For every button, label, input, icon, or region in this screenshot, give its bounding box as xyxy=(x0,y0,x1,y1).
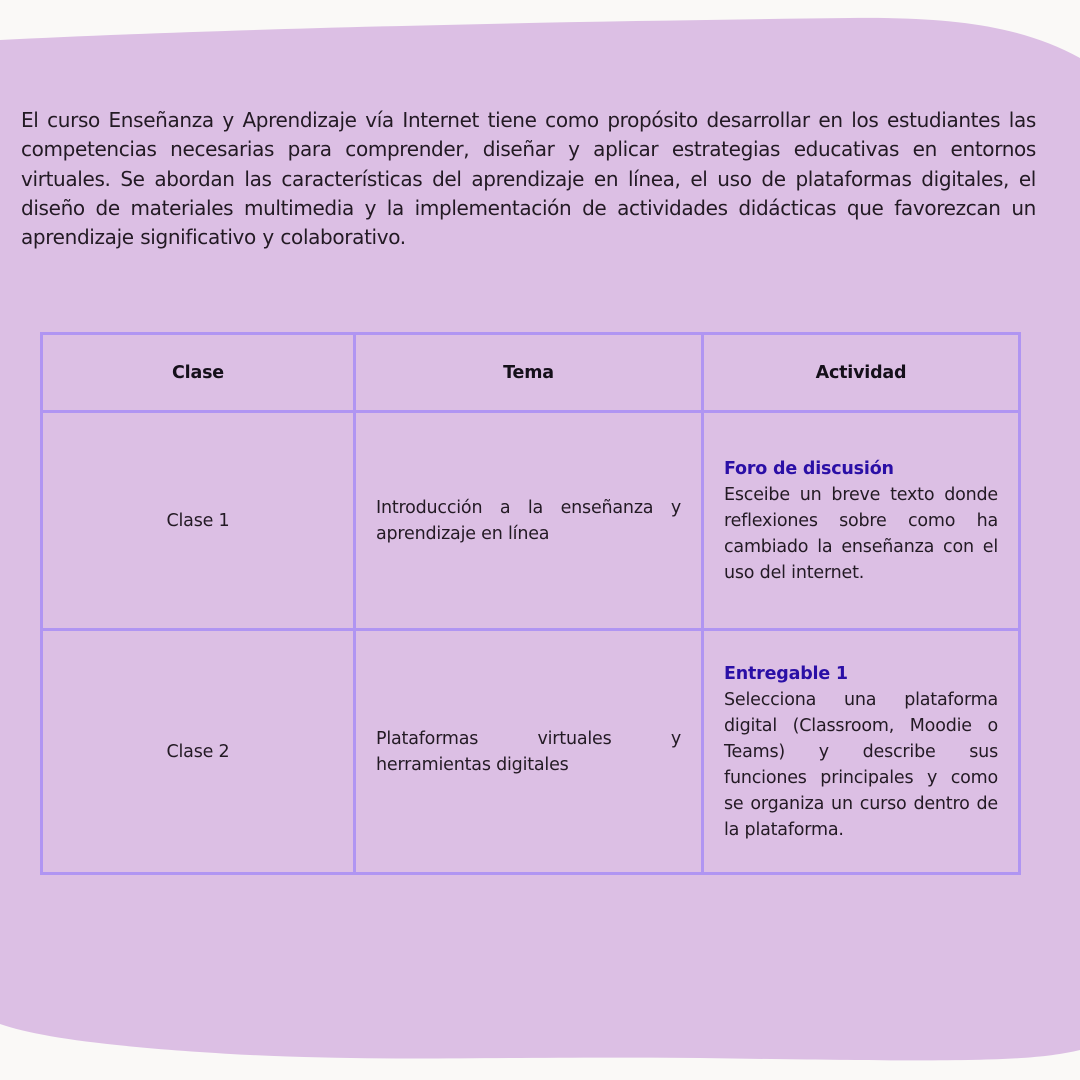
cell-actividad xyxy=(703,630,1020,874)
cell-actividad xyxy=(703,412,1020,630)
activity-description: Selecciona una plataforma digital (Classroom, Moodie o Teams) y describe sus funciones principales y como se organiza un curso dentro de la plataforma. xyxy=(724,689,998,840)
table-header-row xyxy=(42,334,1020,412)
cell-clase: Clase 1 xyxy=(42,412,355,630)
activity-title: Foro de discusión xyxy=(724,458,894,479)
table-row xyxy=(42,412,1020,630)
header-tema: Tema xyxy=(355,334,703,412)
header-actividad: Actividad xyxy=(703,334,1020,412)
course-table xyxy=(40,332,1021,875)
activity-description: Esceibe un breve texto donde reflexiones sobre como ha cambiado la enseñanza con el uso del internet. xyxy=(724,484,998,583)
course-description: El curso Enseñanza y Aprendizaje vía Internet tiene como propósito desarrollar en los estudiantes las competencias necesarias para comprender, diseñar y aplicar estrategias educativas en entornos virtuales. Se abordan las características del aprendizaje en línea, el uso de plataformas digitales, el diseño de materiales multimedia y la implementación de actividades didácticas que favorezcan un aprendizaje significativo y colaborativo. xyxy=(21,108,1036,250)
table-row xyxy=(42,630,1020,874)
cell-tema: Plataformas virtuales y herramientas digitales xyxy=(355,630,703,874)
cell-clase: Clase 2 xyxy=(42,630,355,874)
activity-title: Entregable 1 xyxy=(724,663,848,684)
cell-tema: Introducción a la enseñanza y aprendizaje en línea xyxy=(355,412,703,630)
header-clase: Clase xyxy=(42,334,355,412)
